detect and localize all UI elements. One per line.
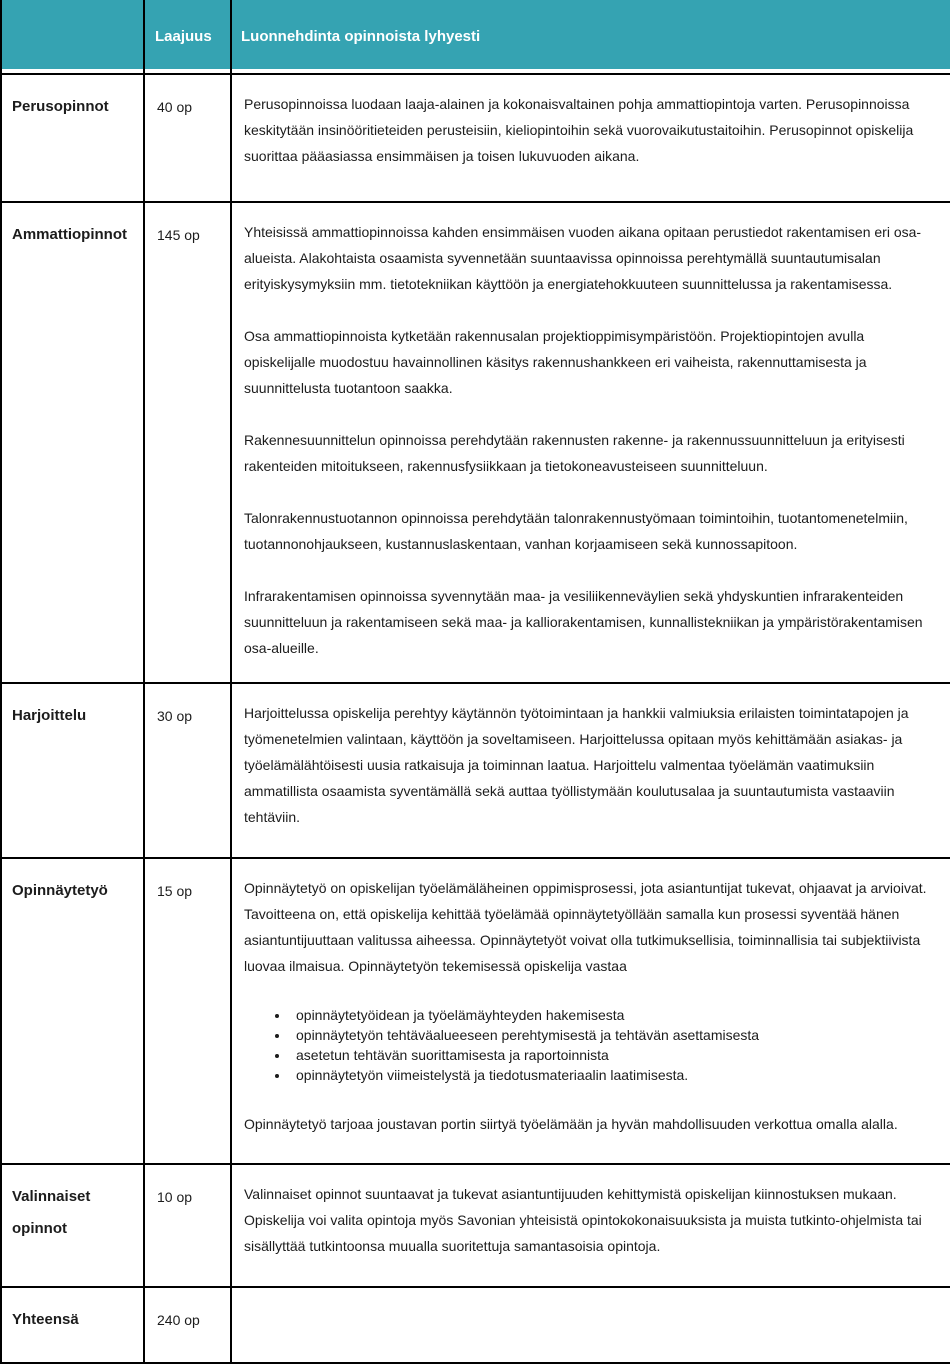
module-description [231,1287,950,1363]
description-paragraph: Infrarakentamisen opinnoissa syvennytään maa- ja vesiliikenneväylien sekä yhdyskuntien infrarakenteiden suunnitteluun ja rakentamiseen sekä maa- ja kalliorakentamisen, kunnallistekniikan ja ympäristörakentamisen osa-alueille. [244,588,923,656]
module-name: Harjoittelu [1,683,144,858]
bullet-item: • opinnäytetyöidean ja työelämäyhteyden hakemisesta [290,1005,934,1025]
header-cell-module [1,0,144,74]
module-description [231,1164,950,1287]
table-header [1,0,950,74]
module-name: Opinnäytetyö [1,858,144,1164]
module-credits: 40 op [144,74,231,202]
description-paragraph: Osa ammattiopinnoista kytketään rakennusalan projektioppimisympäristöön. Projektiopintojen avulla opiskelijalle muodostuu havainnollinen käsitys rakennushankkeen eri vaiheista, rakennuttamisesta ja suunnittelusta tuotantoon saakka. [244,328,867,396]
description-paragraph: Valinnaiset opinnot suuntaavat ja tukevat asiantuntijuuden kehittymistä opiskelijan kiinnostuksen mukaan. Opiskelija voi valita opintoja myös Savonian yhteisistä opintokokonaisuuksista ja muista tutkinto-ohjelmista tai sisällyttää tutkintoonsa muualla suoritettuja samantasoisia opintoja. [244,1186,922,1254]
header-cell-credits: Laajuus [144,0,231,74]
description-paragraph: Opinnäytetyö on opiskelijan työelämäläheinen oppimisprosessi, jota asiantuntijat tukevat, ohjaavat ja arvioivat. Tavoitteena on, että opiskelija kehittää työelämää opinnäytetyöllään samalla kun prosessi syventää hänen asiantuntijuuttaan valitussa aiheessa. Opinnäytetyöt voivat olla tutkimuksellisia, toiminnallisia tai subjektiivista luovaa ilmaisua. Opinnäytetyön tekemisessä opiskelija vastaa [244,880,927,974]
table-row [1,1287,950,1363]
module-credits: 145 op [144,202,231,683]
table-row [1,683,950,858]
module-description [231,858,950,1164]
description-paragraph: Harjoittelussa opiskelija perehtyy käytännön työtoimintaan ja hankkii valmiuksia erilaisten toimintatapojen ja työmenetelmien valintaan, käyttöön ja soveltamiseen. Harjoittelussa opitaan myös kehittämään asiakas- ja työelämälähtöisesti uusia ratkaisuja ja toiminnan laatua. Harjoittelu valmentaa työelämän vaatimuksiin ammatillista osaamista syventämällä sekä auttaa työllistymään koulutusalaa ja suuntautumista vastaaviin tehtäviin. [244,705,909,825]
table-row [1,858,950,1164]
module-name: Ammattiopinnot [1,202,144,683]
description-bullet-list [244,1005,934,1085]
table-body [1,74,950,1363]
bullet-item: • opinnäytetyön viimeistelystä ja tiedotusmateriaalin laatimisesta. [290,1065,934,1085]
bullet-item: • opinnäytetyön tehtäväalueeseen perehtymisestä ja tehtävän asettamisesta [290,1025,934,1045]
module-name: Yhteensä [1,1287,144,1363]
description-paragraph: Opinnäytetyö tarjoaa joustavan portin siirtyä työelämään ja hyvän mahdollisuuden verkottua omalla alalla. [244,1116,898,1132]
module-credits: 10 op [144,1164,231,1287]
description-paragraph: Perusopinnoissa luodaan laaja-alainen ja kokonaisvaltainen pohja ammattiopintoja varten. Perusopinnoissa keskitytään insinööritieteiden perusteisiin, kieliopintoihin sekä vuorovaikutustaitoihin. Perusopinnot opiskelija suorittaa pääasiassa ensimmäisen ja toisen lukuvuoden aikana. [244,96,914,164]
module-description [231,74,950,202]
header-cell-description: Luonnehdinta opinnoista lyhyesti [231,0,950,74]
bullet-item: • asetetun tehtävän suorittamisesta ja raportoinnista [290,1045,934,1065]
table-row [1,1164,950,1287]
module-name: Valinnaiset opinnot [1,1164,144,1287]
module-credits: 15 op [144,858,231,1164]
table-row [1,202,950,683]
module-description [231,683,950,858]
module-name: Perusopinnot [1,74,144,202]
description-paragraph: Rakennesuunnittelun opinnoissa perehdytään rakennusten rakenne- ja rakennussuunnitteluun ja erityisesti rakenteiden mitoitukseen, rakennusfysiikkaan ja tietokoneavusteiseen suunnitteluun. [244,432,905,474]
table-row [1,74,950,202]
header-row [1,0,950,74]
module-credits: 30 op [144,683,231,858]
module-description [231,202,950,683]
description-paragraph: Talonrakennustuotannon opinnoissa perehdytään talonrakennustyömaan toimintoihin, tuotantomenetelmiin, tuotannonohjaukseen, kustannuslaskentaan, vanhan korjaamiseen sekä kunnossapitoon. [244,510,908,552]
description-paragraph: Yhteisissä ammattiopinnoissa kahden ensimmäisen vuoden aikana opitaan perustiedot rakentamisen eri osa-alueista. Alakohtaista osaamista syvennetään suuntaavissa opinnoissa perehtymällä suuntautumisalan erityiskysymyksiin mm. tietotekniikan käyttöön ja energiatehokkuuteen suunnittelussa ja rakentamisessa. [244,224,922,292]
module-credits: 240 op [144,1287,231,1363]
